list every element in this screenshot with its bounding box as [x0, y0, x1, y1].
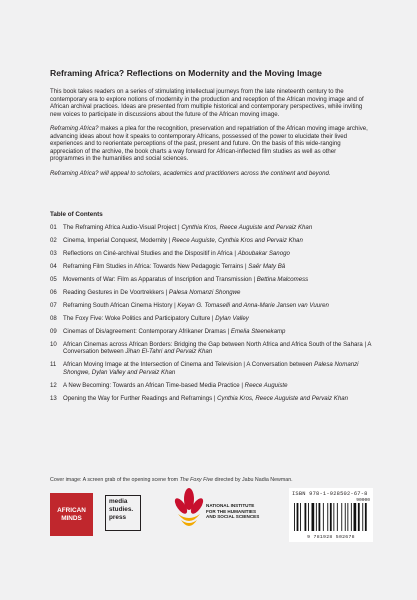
barcode-bar	[323, 503, 324, 531]
toc-chapter-title: The Reframing Africa Audio-Visual Project	[63, 224, 177, 231]
toc-item	[50, 382, 380, 390]
description-paragraph-1: This book takes readers on a series of stimulating intellectual journeys from the late nineteenth century to the contemporary era to explore notions of modernity in the production and reception of the African moving image and of African archival practices. Ideas are presented from multiple historical and contemporary perspectives, while inviting new voices to participate in discussions about the future of the African moving image.	[50, 88, 364, 118]
barcode-bar	[345, 503, 346, 531]
barcode-bar	[297, 503, 299, 531]
toc-entry	[63, 276, 380, 284]
barcode-bar	[341, 503, 342, 531]
toc-separator: |	[225, 327, 231, 335]
toc-chapter-title: Cinema, Imperial Conquest, Modernity	[63, 236, 167, 244]
toc-item	[50, 263, 380, 271]
toc-entry	[63, 395, 380, 403]
toc-separator: |	[163, 288, 169, 296]
toc-chapter-number: 12	[50, 382, 57, 390]
toc-chapter-number: 07	[50, 301, 57, 309]
toc-entry	[63, 328, 380, 336]
toc-chapter-title: Opening the Way for Further Readings and Reframings	[63, 395, 213, 402]
toc-chapter-number: 13	[50, 395, 57, 402]
toc-entry	[63, 237, 380, 245]
toc-chapter-number: 09	[50, 327, 57, 335]
toc-entry	[63, 263, 380, 271]
isbn-number: ISBN 978-1-928502-67-8	[292, 491, 368, 497]
toc-separator: |	[251, 275, 257, 283]
toc-chapter-number: 05	[50, 275, 57, 283]
barcode-bar	[365, 503, 367, 531]
toc-chapter-number: 06	[50, 288, 57, 296]
toc-chapter-authors: Bettina Malcomess	[256, 275, 309, 283]
barcode-bar	[327, 503, 328, 531]
toc-chapter-title: Reframing Film Studies in Africa: Towards New Pedagogic Terrains	[63, 262, 244, 270]
toc-chapter-title: Reframing South African Cinema History	[63, 301, 173, 309]
barcode-bar	[354, 503, 357, 531]
toc-chapter-number: 08	[50, 314, 57, 322]
toc-chapter-authors: Palesa Nomanzi Shongwe, Dylan Valley and Pervaiz Khan	[63, 361, 359, 377]
barcode-bar	[358, 503, 360, 531]
toc-chapter-authors: Aboubakar Sanogo	[237, 249, 290, 257]
toc-chapter-authors: Reece Auguiste	[244, 382, 288, 390]
toc-entry	[63, 341, 380, 356]
toc-item	[50, 361, 380, 376]
toc-chapter-authors: Cynthia Kros, Reece Auguiste and Pervaiz Khan	[181, 224, 313, 231]
toc-entry	[63, 361, 380, 376]
barcode-bar	[308, 503, 309, 531]
toc-item	[50, 302, 380, 310]
toc-item	[50, 276, 380, 284]
toc-separator: |	[210, 314, 216, 322]
toc-entry	[63, 250, 380, 258]
book-description	[50, 88, 372, 185]
book-title: Reframing Africa? Reflections on Modernity and the Moving Image	[50, 68, 322, 78]
toc-separator: |	[239, 382, 245, 390]
toc-chapter-title: African Cinemas across African Borders: Bridging the Gap between North Africa and Africa South of the Sahara	[63, 340, 363, 348]
toc-item	[50, 289, 380, 297]
description-paragraph-3: Reframing Africa? will appeal to scholars, academics and practitioners across the continent and beyond.	[50, 170, 331, 178]
price-code: 90000	[356, 498, 370, 503]
barcode-bar	[316, 503, 317, 531]
barcode-bar	[362, 503, 363, 531]
toc-chapter-number: 01	[50, 224, 57, 231]
toc-item	[50, 224, 380, 232]
toc-chapter-title: Movements of War: Film as Apparatus of Inscription and Transmission	[63, 275, 252, 283]
barcode-bar	[294, 503, 295, 531]
toc-item	[50, 250, 380, 258]
description-paragraph-2	[50, 125, 372, 163]
description-paragraph-2-text: makes a plea for the recognition, preservation and repatriation of the African moving image archive, advancing ideas about how it speaks to contemporary Africans, possessed of the power to elucidate their lived experiences and to reorientate perceptions of the past, present and future. On the basis of this wide-ranging appreciation of the archive, the book charts a way forward for African-inflected film studies as well as other programmes in the humanities and social sciences.	[50, 125, 368, 163]
toc-separator: | A Conversation between	[241, 361, 315, 369]
film-title: The Foxy Five	[179, 477, 214, 483]
toc-chapter-title: Cinemas of Dis/agreement: Contemporary Afrikaner Dramas	[63, 327, 226, 335]
toc-separator: |	[212, 395, 218, 402]
toc-chapter-number: 02	[50, 236, 57, 244]
nihss-emblem-icon	[174, 484, 204, 534]
barcode-bar	[319, 503, 321, 531]
toc-item	[50, 395, 380, 403]
toc-separator: | A Conversation between	[63, 340, 372, 356]
toc-chapter-title: The Foxy Five: Woke Politics and Participatory Culture	[63, 314, 211, 322]
toc-chapter-title: A New Becoming: Towards an African Time-based Media Practice	[63, 382, 240, 390]
toc-separator: |	[166, 236, 172, 244]
toc-separator: |	[243, 262, 249, 270]
toc-item	[50, 237, 380, 245]
toc-chapter-title: Reflections on Ciné-archival Studies and the Dispositif in Africa	[63, 249, 233, 257]
toc-chapter-number: 04	[50, 262, 57, 270]
toc-separator: |	[232, 249, 238, 257]
barcode-bar	[333, 503, 334, 531]
book-title-inline: Reframing Africa?	[50, 125, 99, 133]
toc-entry	[63, 289, 380, 297]
barcode-bar	[312, 503, 315, 531]
table-of-contents	[50, 224, 380, 408]
toc-chapter-authors: Cynthia Kros, Reece Auguiste and Pervaiz Khan	[217, 395, 349, 402]
toc-heading: Table of Contents	[50, 211, 103, 218]
toc-entry	[63, 224, 380, 232]
toc-chapter-number: 10	[50, 340, 57, 348]
toc-item	[50, 315, 380, 323]
toc-entry	[63, 302, 380, 310]
toc-separator: |	[172, 301, 178, 309]
nihss-logo	[174, 484, 284, 536]
toc-chapter-authors: Jihan El-Tahri and Pervaiz Khan	[125, 348, 213, 356]
toc-item	[50, 328, 380, 336]
toc-entry	[63, 382, 380, 390]
toc-chapter-title: African Moving Image at the Intersection of Cinema and Television	[63, 361, 242, 369]
african-minds-logo: AFRICAN MINDS	[50, 493, 93, 536]
barcode-bar	[300, 503, 301, 531]
toc-chapter-authors: Emelia Steenekamp	[230, 327, 286, 335]
toc-chapter-title: Reading Gestures in De Voortrekkers	[63, 288, 164, 296]
toc-entry	[63, 315, 380, 323]
isbn-barcode	[289, 488, 373, 542]
toc-chapter-authors: Dylan Valley	[215, 314, 249, 322]
toc-item	[50, 341, 380, 356]
barcode-bar	[337, 503, 338, 531]
nihss-name: NATIONAL INSTITUTE FOR THE HUMANITIES AND SOCIAL SCIENCES	[206, 503, 260, 520]
toc-chapter-authors: Saër Maty Bâ	[248, 262, 286, 270]
barcode-bars	[294, 503, 368, 533]
barcode-bar	[347, 503, 348, 531]
toc-chapter-number: 03	[50, 249, 57, 257]
barcode-digits: 9 781928 502678	[307, 535, 355, 540]
cover-image-credit: Cover image: A screen grab of the opening scene from The Foxy Five directed by Jabu Nadia Newman.	[50, 477, 293, 483]
toc-chapter-number: 11	[50, 361, 57, 369]
toc-chapter-authors: Keyan G. Tomaselli and Anna-Marie Jansen van Vuuren	[177, 301, 329, 309]
barcode-bar	[351, 503, 352, 531]
toc-separator: |	[176, 224, 182, 231]
barcode-bar	[305, 503, 307, 531]
toc-chapter-authors: Reece Auguiste, Cynthia Kros and Pervaiz Khan	[171, 236, 303, 244]
media-studies-press-logo: media studies. press	[105, 495, 141, 531]
barcode-bar	[330, 503, 332, 531]
toc-chapter-authors: Palesa Nomanzi Shongwe	[168, 288, 241, 296]
